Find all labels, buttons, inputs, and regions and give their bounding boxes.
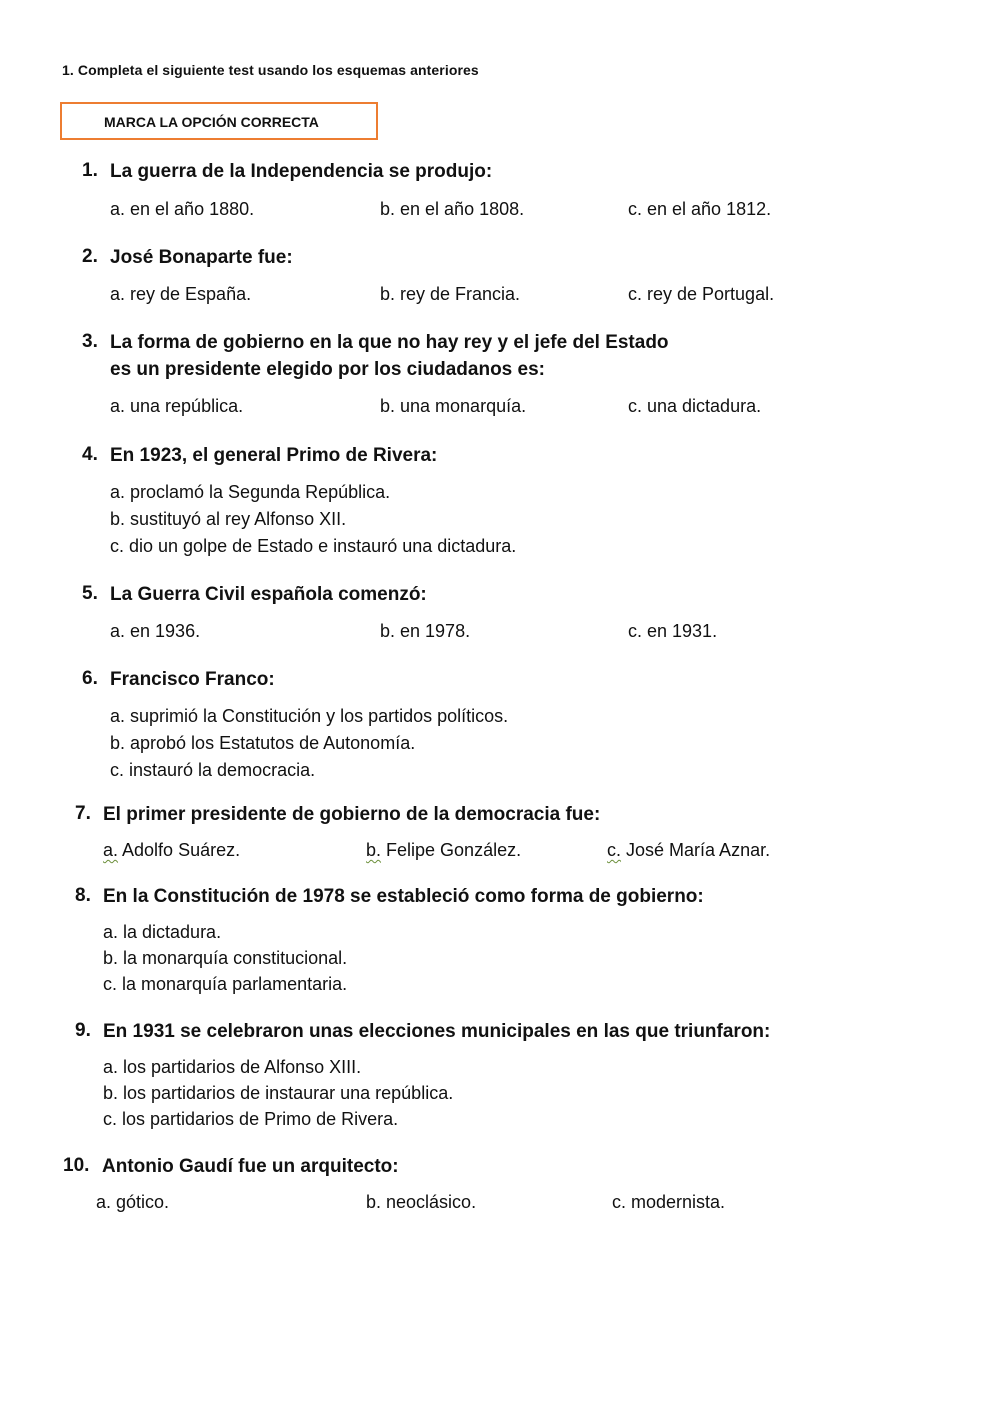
option-a[interactable]: a. en 1936. bbox=[110, 621, 201, 641]
option-letter: c. bbox=[607, 840, 622, 860]
question-number: 2. bbox=[82, 246, 98, 267]
question-text: La forma de gobierno en la que no hay rey y el jefe del Estado bbox=[110, 332, 669, 353]
question-number: 10. bbox=[63, 1155, 90, 1176]
intro-instruction: 1. Completa el siguiente test usando los esquemas anteriores bbox=[62, 62, 479, 78]
option-c[interactable] bbox=[607, 840, 770, 861]
option-c[interactable]: c. la monarquía parlamentaria. bbox=[103, 974, 348, 994]
question-text: En 1923, el general Primo de Rivera: bbox=[110, 445, 438, 466]
question-number: 5. bbox=[82, 583, 98, 604]
option-b[interactable]: b. los partidarios de instaurar una república. bbox=[103, 1083, 454, 1103]
option-c[interactable]: c. una dictadura. bbox=[628, 396, 762, 416]
option-b[interactable]: b. rey de Francia. bbox=[380, 284, 521, 304]
question-text: Antonio Gaudí fue un arquitecto: bbox=[102, 1156, 399, 1177]
question-text: En la Constitución de 1978 se estableció como forma de gobierno: bbox=[103, 886, 704, 907]
option-b[interactable]: b. neoclásico. bbox=[366, 1192, 477, 1212]
option-b[interactable]: b. aprobó los Estatutos de Autonomía. bbox=[110, 733, 416, 753]
question-number: 6. bbox=[82, 668, 98, 689]
question-text: El primer presidente de gobierno de la democracia fue: bbox=[103, 804, 601, 825]
option-c[interactable]: c. modernista. bbox=[612, 1192, 726, 1212]
question-number: 1. bbox=[82, 160, 98, 181]
option-a[interactable]: a. en el año 1880. bbox=[110, 199, 255, 219]
option-a[interactable]: a. gótico. bbox=[96, 1192, 170, 1212]
option-a[interactable] bbox=[103, 840, 240, 861]
question-number: 7. bbox=[75, 803, 91, 824]
option-c[interactable]: c. en el año 1812. bbox=[628, 199, 772, 219]
option-a[interactable]: a. rey de España. bbox=[110, 284, 252, 304]
question-text: La guerra de la Independencia se produjo: bbox=[110, 161, 493, 182]
instruction-text: MARCA LA OPCIÓN CORRECTA bbox=[104, 114, 319, 130]
instruction-box bbox=[60, 102, 378, 140]
option-b[interactable]: b. en el año 1808. bbox=[380, 199, 525, 219]
option-c[interactable]: c. rey de Portugal. bbox=[628, 284, 775, 304]
option-b[interactable]: b. sustituyó al rey Alfonso XII. bbox=[110, 509, 347, 529]
option-b[interactable]: b. una monarquía. bbox=[380, 396, 527, 416]
option-c[interactable]: c. en 1931. bbox=[628, 621, 718, 641]
option-text: Felipe González. bbox=[381, 840, 522, 860]
question-text: José Bonaparte fue: bbox=[110, 247, 293, 268]
option-b[interactable]: b. en 1978. bbox=[380, 621, 471, 641]
option-text: Adolfo Suárez. bbox=[118, 840, 241, 860]
option-c[interactable]: c. los partidarios de Primo de Rivera. bbox=[103, 1109, 399, 1129]
option-b[interactable] bbox=[366, 840, 521, 861]
question-text: Francisco Franco: bbox=[110, 669, 275, 690]
option-letter: b. bbox=[366, 840, 382, 860]
question-text: La Guerra Civil española comenzó: bbox=[110, 584, 427, 605]
option-a[interactable]: a. proclamó la Segunda República. bbox=[110, 482, 391, 502]
option-a[interactable]: a. suprimió la Constitución y los partidos políticos. bbox=[110, 706, 509, 726]
option-a[interactable]: a. los partidarios de Alfonso XIII. bbox=[103, 1057, 362, 1077]
question-text-line-2: es un presidente elegido por los ciudadanos es: bbox=[110, 359, 545, 380]
option-c[interactable]: c. instauró la democracia. bbox=[110, 760, 316, 780]
option-text: José María Aznar. bbox=[621, 840, 771, 860]
question-text: En 1931 se celebraron unas elecciones municipales en las que triunfaron: bbox=[103, 1021, 771, 1042]
question-number: 3. bbox=[82, 331, 98, 352]
question-number: 8. bbox=[75, 885, 91, 906]
option-a[interactable]: a. una república. bbox=[110, 396, 244, 416]
option-letter: a. bbox=[103, 840, 119, 860]
option-a[interactable]: a. la dictadura. bbox=[103, 922, 222, 942]
option-c[interactable]: c. dio un golpe de Estado e instauró una dictadura. bbox=[110, 536, 517, 556]
question-number: 9. bbox=[75, 1020, 91, 1041]
option-b[interactable]: b. la monarquía constitucional. bbox=[103, 948, 348, 968]
question-number: 4. bbox=[82, 444, 98, 465]
